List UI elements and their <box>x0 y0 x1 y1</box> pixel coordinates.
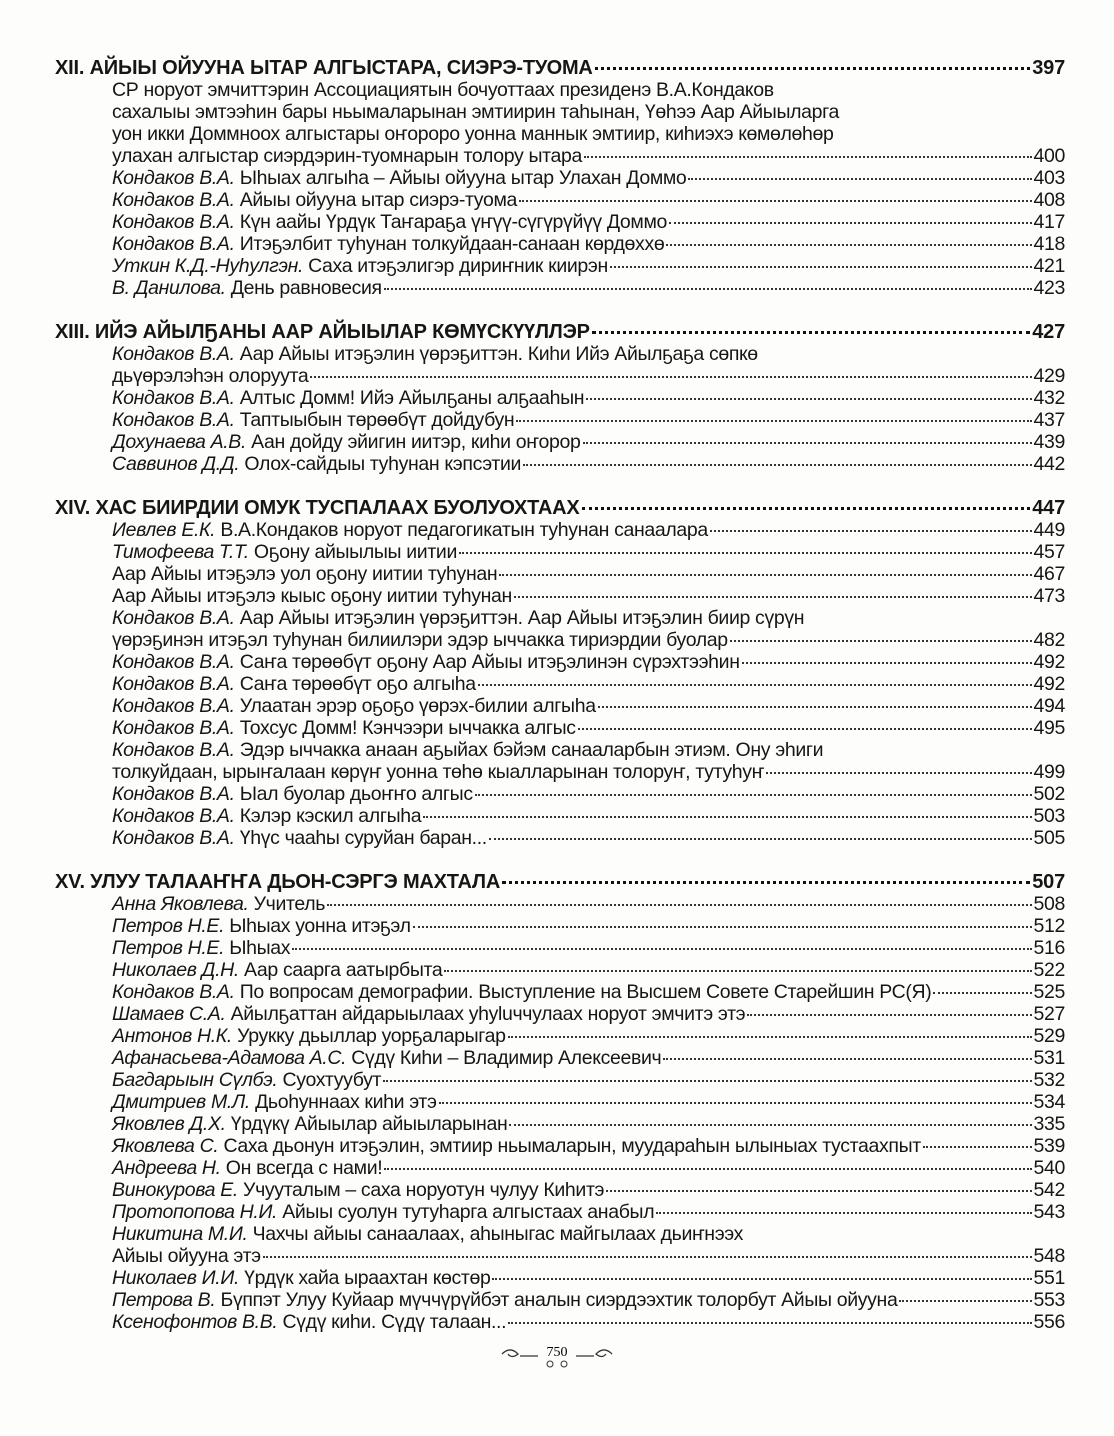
toc-entry-line <box>55 409 1065 431</box>
dot-leader <box>423 816 1031 818</box>
dot-leader <box>508 1322 1031 1324</box>
toc-entry-line <box>55 453 1065 475</box>
entry-author: Афанасьева-Адамова А.С. <box>112 1047 347 1069</box>
toc-entry-line <box>55 255 1065 277</box>
entry-author: В. Данилова. <box>112 277 226 299</box>
entry-title: Айыы ойууна ытар сиэрэ-туома <box>239 189 518 211</box>
dot-leader <box>523 464 1031 466</box>
toc-entry-line <box>55 959 1065 981</box>
toc-entry-line <box>55 1311 1065 1333</box>
dot-leader <box>669 222 1031 224</box>
table-of-contents <box>55 57 1065 1355</box>
toc-section <box>55 871 1065 1333</box>
entry-author: Кондаков В.А. <box>112 695 235 717</box>
dot-leader <box>598 706 1032 708</box>
dot-leader <box>444 970 1031 972</box>
entry-title: Саҥа төрөөбүт оҕо алгыhа <box>239 673 476 695</box>
entry-author: Иевлев Е.К. <box>112 519 216 541</box>
entry-title: Үрдүк хайа ыраахтан көстөр <box>244 1267 491 1289</box>
entry-author: Кондаков В.А. <box>112 607 235 629</box>
toc-entry-line <box>55 1113 1065 1135</box>
entry-title: Ыал буолар дьоҥҥо алгыс <box>239 783 473 805</box>
entry-title: Саҥа төрөөбүт оҕону Аар Айыы итэҕэлинэн сүрэхтээhин <box>239 651 740 673</box>
toc-entry-line <box>55 1157 1065 1179</box>
entry-author: Кондаков В.А. <box>112 211 235 233</box>
entry-title: Саха дьонун итэҕэлин, эмтиир ньымаларын, муудараhын ылыныах тустаахпыт <box>223 1135 921 1157</box>
dot-leader <box>742 662 1032 664</box>
section-page-number: 427 <box>1032 321 1065 343</box>
entry-author: Багдарыын Сүлбэ. <box>112 1069 278 1091</box>
toc-entry-line <box>55 365 1065 387</box>
entry-page-number: 423 <box>1033 277 1065 299</box>
entry-title: дьүөрэлэhэн олоруута <box>112 365 309 387</box>
entry-page-number: 553 <box>1033 1289 1065 1311</box>
dot-leader <box>439 1102 1032 1104</box>
toc-entry-line <box>55 1201 1065 1223</box>
toc-entry-line <box>55 387 1065 409</box>
entry-author: Николаев И.И. <box>112 1267 240 1289</box>
section-page-number: 507 <box>1032 871 1065 893</box>
entry-page-number: 492 <box>1033 673 1065 695</box>
toc-section <box>55 57 1065 299</box>
dot-leader <box>413 926 1032 928</box>
toc-entry-line <box>55 519 1065 541</box>
entry-author: Протопопова Н.И. <box>112 1201 278 1223</box>
entry-title: Тохсус Домм! Кэнчээри ыччакка алгыс <box>239 717 576 739</box>
entry-author: Шамаев С.А. <box>112 1003 226 1025</box>
dot-leader <box>292 948 1031 950</box>
entry-author: Петров Н.Е. <box>112 915 225 937</box>
toc-entry-line <box>55 629 1065 651</box>
entry-author: Андреева Н. <box>112 1157 221 1179</box>
dot-leader <box>327 904 1031 906</box>
entry-page-number: 542 <box>1033 1179 1065 1201</box>
dot-leader <box>656 1212 1031 1214</box>
entry-title: сахалыы эмтээhин бары ньымаларынан эмтиирин таhынан, Үөhээ Аар Айыыларга <box>112 101 839 123</box>
entry-page-number: 525 <box>1033 981 1065 1003</box>
entry-author: Яковлева С. <box>112 1135 219 1157</box>
toc-entry-line <box>55 563 1065 585</box>
toc-entry-line <box>55 695 1065 717</box>
entry-title: Ыhыах алгыhа – Айыы ойууна ытар Улахан Доммо <box>239 167 687 189</box>
dot-leader <box>688 178 1031 180</box>
toc-entry-line <box>55 783 1065 805</box>
entry-title: Учитель <box>253 893 326 915</box>
toc-section <box>55 497 1065 849</box>
section-page-number: 447 <box>1032 497 1065 519</box>
entry-title: Он всегда с нами! <box>225 1157 383 1179</box>
entry-page-number: 529 <box>1033 1025 1065 1047</box>
entry-author: Никитина М.И. <box>112 1223 248 1245</box>
entry-title: Бүппэт Улуу Куйаар мүччүрүйбэт аналын сиэрдээхтик толорбут Айыы ойууна <box>220 1289 898 1311</box>
entry-title: улахан алгыстар сиэрдэрин-туомнарын толору ытара <box>112 145 582 167</box>
entry-author: Кондаков В.А. <box>112 739 235 761</box>
toc-entry-line <box>55 541 1065 563</box>
dot-leader <box>584 156 1032 158</box>
dot-leader <box>730 640 1032 642</box>
dot-leader <box>502 881 1030 884</box>
toc-entry-line <box>55 211 1065 233</box>
entry-page-number: 534 <box>1033 1091 1065 1113</box>
entry-author: Кондаков В.А. <box>112 717 235 739</box>
entry-title: В.А.Кондаков норуот педагогикатын туhунан санаалара <box>220 519 708 541</box>
scroll-ornament-icon <box>492 1342 622 1368</box>
entry-title: Учууталым – саха норуотун чулуу Киhитэ <box>243 1179 605 1201</box>
toc-entry-line <box>55 1069 1065 1091</box>
entry-title: Аар саарга аатырбыта <box>244 959 443 981</box>
toc-entry-line <box>55 585 1065 607</box>
toc-entry-line <box>55 167 1065 189</box>
section-title: XIII. ИЙЭ АЙЫЛҔАНЫ ААР АЙЫЫЛАР КӨМҮСКҮҮЛЛЭР <box>55 321 590 343</box>
entry-author: Петров Н.Е. <box>112 937 225 959</box>
dot-leader <box>899 1300 1031 1302</box>
entry-author: Винокурова Е. <box>112 1179 238 1201</box>
entry-page-number: 556 <box>1033 1311 1065 1333</box>
entry-page-number: 467 <box>1033 563 1065 585</box>
entry-page-number: 495 <box>1033 717 1065 739</box>
toc-entry-line <box>55 189 1065 211</box>
entry-title: Айыы ойууна этэ <box>112 1245 261 1267</box>
entry-title: Үрдүкү Айыылар айыыларынан <box>230 1113 508 1135</box>
entry-page-number: 548 <box>1033 1245 1065 1267</box>
entry-title: Сүдү Киhи – Владимир Алексеевич <box>351 1047 662 1069</box>
section-title: XII. АЙЫЫ ОЙУУНА ЫТАР АЛГЫСТАРА, СИЭРЭ-ТУОМА <box>55 57 593 79</box>
entry-title: Аар Айыы итэҕэлин үөрэҕиттэн. Киhи Ийэ Айылҕаҕа сөпкө <box>239 343 758 365</box>
section-heading <box>55 57 1065 79</box>
entry-page-number: 335 <box>1033 1113 1065 1135</box>
toc-entry-line <box>55 805 1065 827</box>
dot-leader <box>582 507 1031 510</box>
dot-leader <box>459 552 1031 554</box>
dot-leader <box>383 1080 1031 1082</box>
entry-title: Эдэр ыччакка анаан аҕыйах бэйэм санааларбын этиэм. Ону эhиги <box>239 739 824 761</box>
dot-leader <box>583 442 1032 444</box>
entry-title: үөрэҕинэн итэҕэл туhунан билиилэри эдэр ыччакка тириэрдии буолар <box>112 629 728 651</box>
section-heading <box>55 321 1065 343</box>
dot-leader <box>492 1278 1031 1280</box>
toc-entry-line <box>55 145 1065 167</box>
entry-page-number: 539 <box>1033 1135 1065 1157</box>
entry-title: Олох-сайдыы туhунан кэпсэтии <box>244 453 522 475</box>
dot-leader <box>263 1256 1032 1258</box>
entry-title: Алтыс Домм! Ийэ Айылҕаны алҕааhын <box>239 387 585 409</box>
dot-leader <box>499 574 1031 576</box>
entry-title: Аар Айыы итэҕэлин үөрэҕиттэн. Аар Айыы итэҕэлин биир сүрүн <box>239 607 805 629</box>
toc-entry-line <box>55 1223 1065 1245</box>
toc-entry-line <box>55 123 1065 145</box>
dot-leader <box>606 1190 1031 1192</box>
entry-page-number: 531 <box>1033 1047 1065 1069</box>
toc-entry-line <box>55 827 1065 849</box>
toc-entry-line <box>55 101 1065 123</box>
toc-entry-line <box>55 607 1065 629</box>
entry-author: Антонов Н.К. <box>112 1025 232 1047</box>
entry-page-number: 437 <box>1033 409 1065 431</box>
entry-title: Урукку дьыллар уорҕаларыгар <box>237 1025 506 1047</box>
entry-title: Саха итэҕэлигэр дириҥник киирэн <box>308 255 608 277</box>
dot-leader <box>508 1036 1032 1038</box>
toc-entry-line <box>55 915 1065 937</box>
dot-leader <box>766 772 1032 774</box>
toc-entry-line <box>55 761 1065 783</box>
entry-author: Кондаков В.А. <box>112 673 235 695</box>
entry-page-number: 400 <box>1033 145 1065 167</box>
dot-leader <box>519 200 1031 202</box>
entry-author: Кондаков В.А. <box>112 981 235 1003</box>
dot-leader <box>509 1124 1031 1126</box>
entry-page-number: 442 <box>1033 453 1065 475</box>
entry-page-number: 512 <box>1033 915 1065 937</box>
dot-leader <box>663 1058 1031 1060</box>
entry-author: Кондаков В.А. <box>112 233 235 255</box>
entry-title: Итэҕэлбит туhунан толкуйдаан-санаан көрдөххө <box>239 233 665 255</box>
entry-page-number: 540 <box>1033 1157 1065 1179</box>
entry-page-number: 543 <box>1033 1201 1065 1223</box>
entry-title: Ыhыах уонна итэҕэл <box>229 915 411 937</box>
entry-page-number: 508 <box>1033 893 1065 915</box>
entry-page-number: 403 <box>1033 167 1065 189</box>
entry-page-number: 505 <box>1033 827 1065 849</box>
entry-title: Оҕону айыылыы иитии <box>253 541 458 563</box>
entry-title: толкуйдаан, ырыҥалаан көрүҥ уонна төhө кыалларынан толоруҥ, тутуhуҥ <box>112 761 764 783</box>
toc-entry-line <box>55 739 1065 761</box>
section-heading <box>55 871 1065 893</box>
entry-title: Кэлэр кэскил алгыhа <box>239 805 422 827</box>
entry-author: Дмитриев М.Л. <box>112 1091 250 1113</box>
entry-page-number: 551 <box>1033 1267 1065 1289</box>
entry-title: Ыhыах <box>229 937 291 959</box>
entry-title: Үhүс чааhы суруйан баран... <box>239 827 487 849</box>
dot-leader <box>384 1168 1031 1170</box>
dot-leader <box>923 1146 1032 1148</box>
entry-page-number: 432 <box>1033 387 1065 409</box>
entry-title: Аар Айыы итэҕэлэ кыыс оҕону иитии туhунан <box>112 585 512 607</box>
toc-entry-line <box>55 1179 1065 1201</box>
toc-entry-line <box>55 717 1065 739</box>
entry-title: Күн аайы Үрдүк Таҥараҕа үҥүү-сүгүрүйүү Доммо <box>239 211 668 233</box>
entry-title: Дьоhуннаах киhи этэ <box>255 1091 437 1113</box>
entry-author: Кондаков В.А. <box>112 827 235 849</box>
toc-entry-line <box>55 893 1065 915</box>
entry-page-number: 418 <box>1033 233 1065 255</box>
entry-page-number: 494 <box>1033 695 1065 717</box>
entry-title: СР норуот эмчиттэрин Ассоциациятын бочуоттаах президенэ В.А.Кондаков <box>112 79 774 101</box>
entry-author: Кондаков В.А. <box>112 343 235 365</box>
page-footer <box>0 1342 1114 1368</box>
entry-page-number: 449 <box>1033 519 1065 541</box>
entry-page-number: 503 <box>1033 805 1065 827</box>
section-title: XIV. ХАС БИИРДИИ ОМУК ТУСПАЛААХ БУОЛУОХТААХ <box>55 497 580 519</box>
dot-leader <box>595 67 1031 70</box>
entry-page-number: 499 <box>1033 761 1065 783</box>
entry-title: Сүдү киhи. Сүдү талаан... <box>282 1311 507 1333</box>
entry-page-number: 522 <box>1033 959 1065 981</box>
dot-leader <box>747 1014 1031 1016</box>
toc-entry-line <box>55 937 1065 959</box>
entry-title: Суохтуубут <box>282 1069 382 1091</box>
entry-author: Дохунаева А.В. <box>112 431 247 453</box>
entry-title: По вопросам демографии. Выступление на Высшем Совете Старейшин РС(Я) <box>239 981 932 1003</box>
dot-leader <box>475 794 1032 796</box>
entry-title: День равновесия <box>230 277 382 299</box>
toc-entry-line <box>55 431 1065 453</box>
section-heading <box>55 497 1065 519</box>
entry-title: Улаатан эрэр оҕоҕо үөрэх-билии алгыhа <box>239 695 596 717</box>
dot-leader <box>586 398 1031 400</box>
entry-page-number: 417 <box>1033 211 1065 233</box>
toc-entry-line <box>55 1135 1065 1157</box>
entry-page-number: 439 <box>1033 431 1065 453</box>
entry-title: Аан дойду эйигин иитэр, киhи оҥорор <box>251 431 581 453</box>
entry-author: Николаев Д.Н. <box>112 959 239 981</box>
entry-page-number: 408 <box>1033 189 1065 211</box>
toc-entry-line <box>55 1025 1065 1047</box>
toc-entry-line <box>55 651 1065 673</box>
entry-author: Яковлев Д.Х. <box>112 1113 226 1135</box>
dot-leader <box>514 596 1032 598</box>
toc-entry-line <box>55 1289 1065 1311</box>
entry-page-number: 421 <box>1033 255 1065 277</box>
entry-page-number: 502 <box>1033 783 1065 805</box>
entry-title: Аар Айыы итэҕэлэ уол оҕону иитии туhунан <box>112 563 498 585</box>
toc-entry-line <box>55 277 1065 299</box>
dot-leader <box>592 331 1030 334</box>
entry-title: Таптыыбын төрөөбүт дойдубун <box>239 409 515 431</box>
dot-leader <box>666 244 1031 246</box>
entry-author: Кондаков В.А. <box>112 783 235 805</box>
toc-entry-line <box>55 343 1065 365</box>
entry-author: Петрова В. <box>112 1289 216 1311</box>
entry-title: Айылҕаттан айдарыылаах уhуluччулаах норуот эмчитэ этэ <box>230 1003 746 1025</box>
toc-section <box>55 321 1065 475</box>
dot-leader <box>578 728 1032 730</box>
entry-page-number: 429 <box>1033 365 1065 387</box>
entry-page-number: 516 <box>1033 937 1065 959</box>
entry-page-number: 457 <box>1033 541 1065 563</box>
entry-author: Кондаков В.А. <box>112 167 235 189</box>
dot-leader <box>710 530 1032 532</box>
entry-page-number: 473 <box>1033 585 1065 607</box>
entry-author: Саввинов Д.Д. <box>112 453 240 475</box>
dot-leader <box>478 684 1032 686</box>
dot-leader <box>310 376 1031 378</box>
toc-entry-line <box>55 79 1065 101</box>
entry-author: Кондаков В.А. <box>112 189 235 211</box>
toc-entry-line <box>55 1267 1065 1289</box>
entry-page-number: 482 <box>1033 629 1065 651</box>
toc-entry-line <box>55 981 1065 1003</box>
entry-author: Кондаков В.А. <box>112 409 235 431</box>
toc-entry-line <box>55 1047 1065 1069</box>
entry-author: Уткин К.Д.-Нуhулгэн. <box>112 255 304 277</box>
entry-author: Кондаков В.А. <box>112 805 235 827</box>
dot-leader <box>489 838 1032 840</box>
section-page-number: 397 <box>1032 57 1065 79</box>
page-number: 750 <box>546 1345 568 1360</box>
entry-page-number: 527 <box>1033 1003 1065 1025</box>
toc-entry-line <box>55 233 1065 255</box>
toc-entry-line <box>55 673 1065 695</box>
entry-page-number: 492 <box>1033 651 1065 673</box>
dot-leader <box>933 992 1031 994</box>
toc-entry-line <box>55 1245 1065 1267</box>
entry-title: Чахчы айыы санаалаах, аhыныгас майгылаах дьиҥнээх <box>252 1223 744 1245</box>
entry-title: Айыы суолун тутуhарга алгыстаах анабыл <box>282 1201 655 1223</box>
section-title: XV. УЛУУ ТАЛААҤҤА ДЬОН-СЭРГЭ МАХТАЛА <box>55 871 501 893</box>
entry-author: Анна Яковлева. <box>112 893 249 915</box>
entry-title: уон икки Доммноох алгыстары оҥороро уонна маннык эмтиир, киhиэхэ көмөлөhөр <box>112 123 834 145</box>
toc-entry-line <box>55 1091 1065 1113</box>
entry-page-number: 532 <box>1033 1069 1065 1091</box>
entry-author: Ксенофонтов В.В. <box>112 1311 278 1333</box>
dot-leader <box>516 420 1031 422</box>
dot-leader <box>384 288 1032 290</box>
dot-leader <box>610 266 1032 268</box>
toc-entry-line <box>55 1003 1065 1025</box>
entry-author: Кондаков В.А. <box>112 651 235 673</box>
entry-author: Кондаков В.А. <box>112 387 235 409</box>
entry-author: Тимофеева Т.Т. <box>112 541 249 563</box>
